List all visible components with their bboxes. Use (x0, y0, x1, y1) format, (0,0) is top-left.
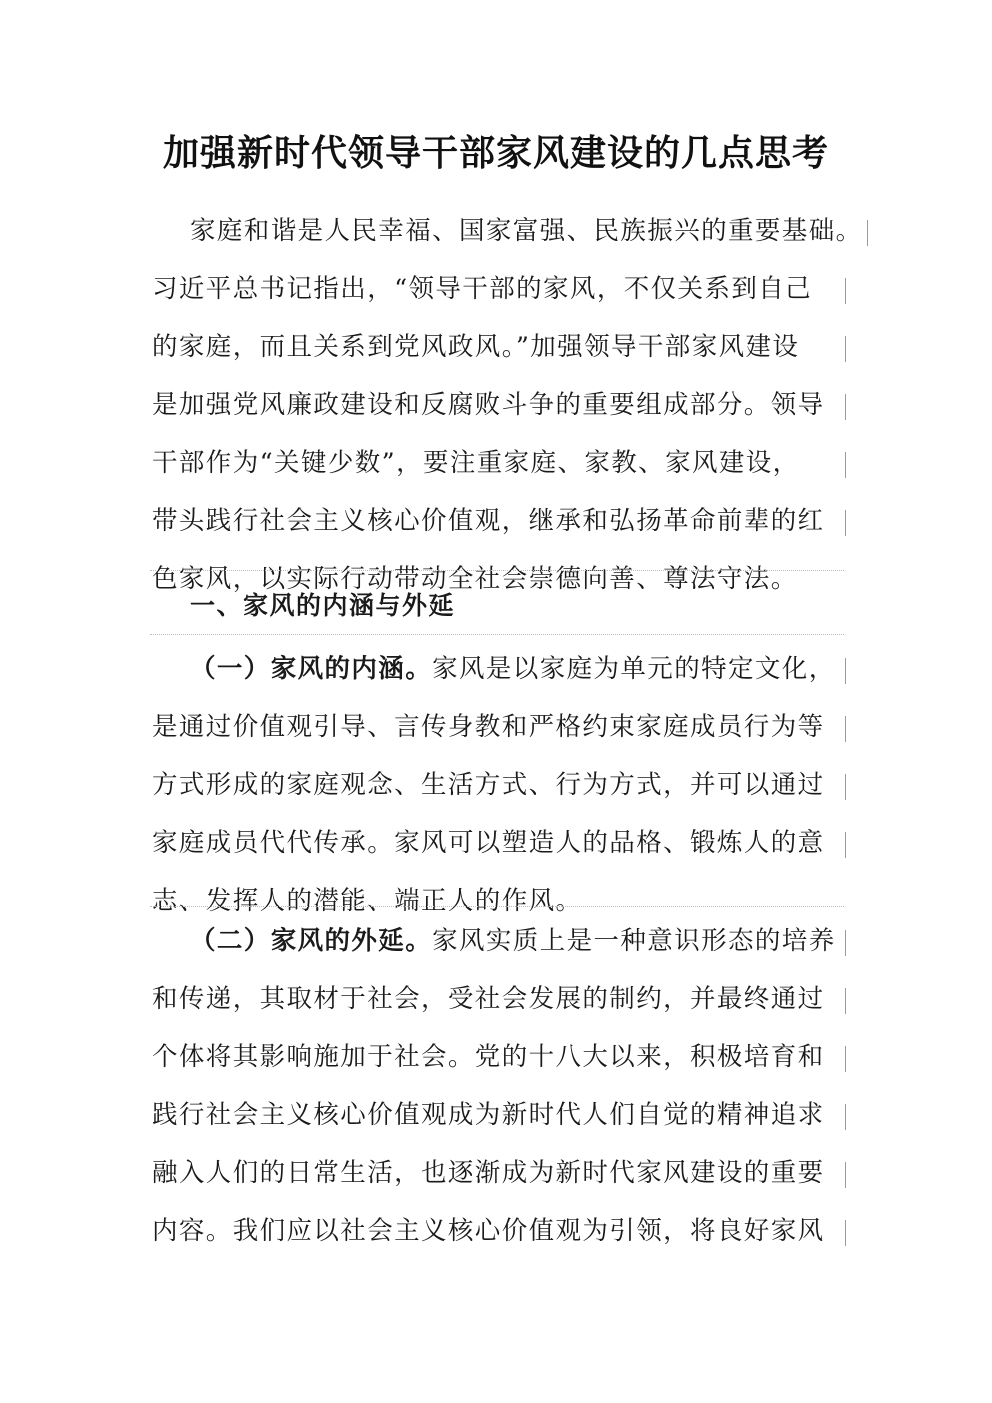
paragraph-line: 家庭和谐是人民幸福、国家富强、民族振兴的重要基础。 (152, 202, 842, 260)
intro-paragraph (152, 202, 863, 608)
paragraph-line (152, 912, 842, 970)
paragraph-line: 是通过价值观引导、言传身教和严格约束家庭成员行为等 (152, 698, 842, 756)
paragraph-line: 内容。我们应以社会主义核心价值观为引领，将良好家风 (152, 1202, 842, 1260)
paragraph-line: 干部作为“关键少数”，要注重家庭、家教、家风建设， (152, 434, 842, 492)
document-title: 加强新时代领导干部家风建设的几点思考 (162, 133, 829, 174)
paragraph-line: 践行社会主义核心价值观成为新时代人们自觉的精神追求 (152, 1086, 842, 1144)
paragraph-line: 色家风，以实际行动带动全社会崇德向善、尊法守法。 (152, 564, 798, 594)
paragraph-line: 家庭成员代代传承。家风可以塑造人的品格、锻炼人的意 (152, 814, 842, 872)
paragraph-line: 方式形成的家庭观念、生活方式、行为方式，并可以通过 (152, 756, 842, 814)
paragraph-line (152, 640, 842, 698)
paragraph-line: 是加强党风廉政建设和反腐败斗争的重要组成部分。领导 (152, 376, 842, 434)
paragraph-divider (150, 906, 844, 907)
paragraph-line: 融入人们的日常生活，也逐渐成为新时代家风建设的重要 (152, 1144, 842, 1202)
subsection-lead: （二）家风的外延。 (190, 926, 433, 956)
subsection-2-paragraph (152, 912, 842, 1260)
paragraph-line: 带头践行社会主义核心价值观，继承和弘扬革命前辈的红 (152, 492, 842, 550)
subsection-lead: （一）家风的内涵。 (190, 654, 433, 684)
paragraph-divider (150, 634, 844, 635)
paragraph-divider (150, 570, 844, 571)
subsection-1-paragraph (152, 640, 842, 930)
paragraph-line: 个体将其影响施加于社会。党的十八大以来，积极培育和 (152, 1028, 842, 1086)
section-heading: 一、家风的内涵与外延 (190, 591, 456, 620)
paragraph-text: 家风是以家庭为单元的特定文化， (432, 654, 836, 684)
paragraph-line: 的家庭，而且关系到党风政风。”加强领导干部家风建设 (152, 318, 842, 376)
paragraph-line: 习近平总书记指出，“领导干部的家风，不仅关系到自己 (152, 260, 842, 318)
paragraph-text: 家风实质上是一种意识形态的培养 (432, 926, 836, 956)
paragraph-line: 和传递，其取材于社会，受社会发展的制约，并最终通过 (152, 970, 842, 1028)
paragraph-line: 志、发挥人的潜能、端正人的作风。 (152, 886, 583, 916)
